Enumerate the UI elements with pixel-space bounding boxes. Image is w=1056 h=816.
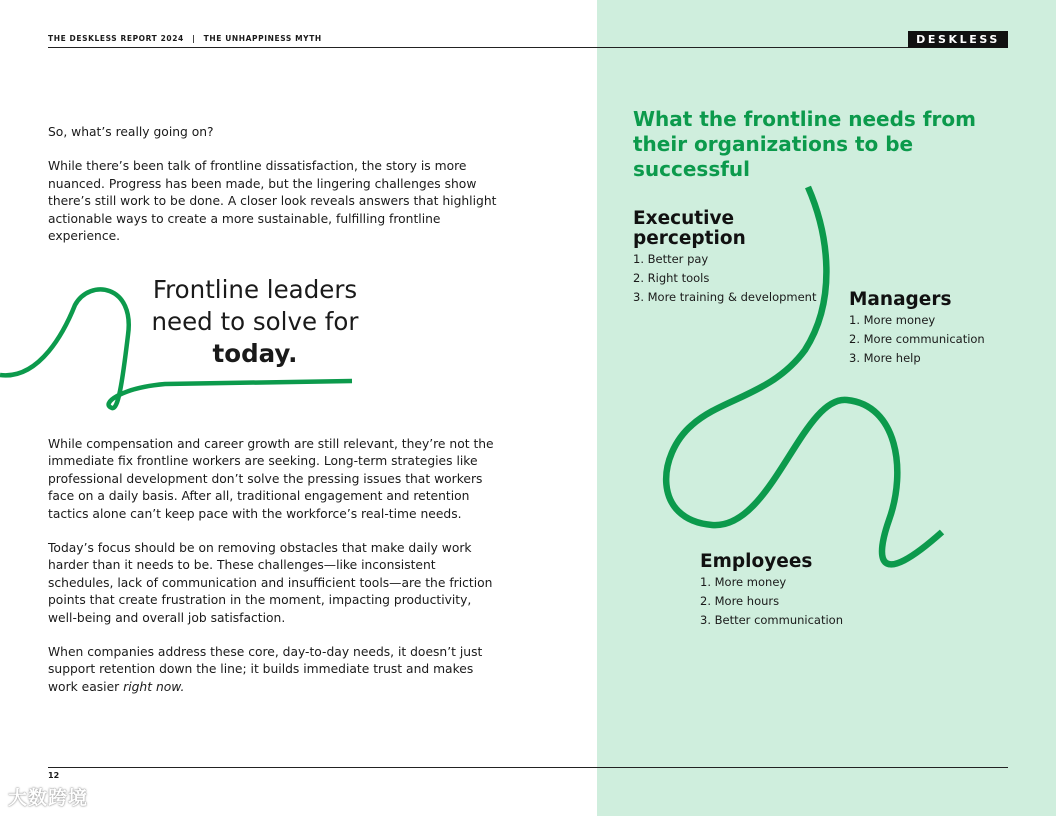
list-item: 3. Better communication <box>700 613 844 627</box>
paragraph-todays-focus: Today’s focus should be on removing obstacles that make daily work harder than it needs to be. These challenges—like inconsistent schedules, lack of communication and insufficient tools—are the friction points that create frustration in the moment, impacting productivity, well-being and overall job satisfaction. <box>48 541 493 625</box>
group-list <box>633 250 833 307</box>
list-item: 1. Better pay <box>633 252 709 266</box>
running-header <box>48 34 322 43</box>
footer-rule <box>48 767 1008 768</box>
list-item: 2. More communication <box>849 332 985 346</box>
right-swirl-decoration <box>597 0 1056 816</box>
report-title: THE DESKLESS REPORT 2024 <box>48 34 184 43</box>
main-text-block <box>48 436 503 696</box>
list-item: 3. More help <box>849 351 921 365</box>
list-item: 1. More money <box>700 575 787 589</box>
pull-quote-emphasis: today. <box>212 339 298 368</box>
group-employees <box>700 552 880 630</box>
group-heading: Executive perception <box>633 208 746 249</box>
page-number: 12 <box>48 771 60 780</box>
list-item: 2. Right tools <box>633 271 710 285</box>
list-item: 2. More hours <box>700 594 780 608</box>
intro-paragraph: While there’s been talk of frontline dissatisfaction, the story is more nuanced. Progress has been made, but the lingering challenges show there’s still work to be done. A closer look reveals answers that highlight actionable ways to create a more sustainable, fulfilling frontline experience. <box>48 159 497 244</box>
right-panel-title: What the frontline needs from their organizations to be successful <box>633 107 976 181</box>
list-item: 3. More training & development <box>633 290 817 304</box>
watermark: 大数跨境 <box>8 787 89 809</box>
pull-quote <box>140 274 370 370</box>
intro-question: So, what’s really going on? <box>48 125 214 139</box>
paragraph-core-needs-italic: right now. <box>123 679 185 694</box>
intro-text-block <box>48 124 503 245</box>
paragraph-core-needs <box>48 644 503 696</box>
list-item: 1. More money <box>849 313 936 327</box>
deskless-logo: DESKLESS <box>908 31 1008 48</box>
pull-quote-text: Frontline leaders need to solve for <box>151 275 359 336</box>
group-heading: Employees <box>700 551 813 572</box>
group-heading: Managers <box>849 289 952 310</box>
paragraph-compensation: While compensation and career growth are still relevant, they’re not the immediate fix frontline workers are seeking. Long-term strategies like professional development don’t solve the pressing issues that workers face on a daily basis. After all, traditional engagement and retention tactics alone can’t keep pace with the workforce’s real-time needs. <box>48 437 494 521</box>
group-list <box>700 573 880 630</box>
section-title: THE UNHAPPINESS MYTH <box>203 34 322 43</box>
group-executive-perception <box>633 209 833 307</box>
group-list <box>849 311 1019 368</box>
header-separator: | <box>192 34 196 43</box>
group-managers <box>849 290 1019 368</box>
paragraph-core-needs-text: When companies address these core, day-to-day needs, it doesn’t just support retention down the line; it builds immediate trust and makes work easier <box>48 645 483 694</box>
